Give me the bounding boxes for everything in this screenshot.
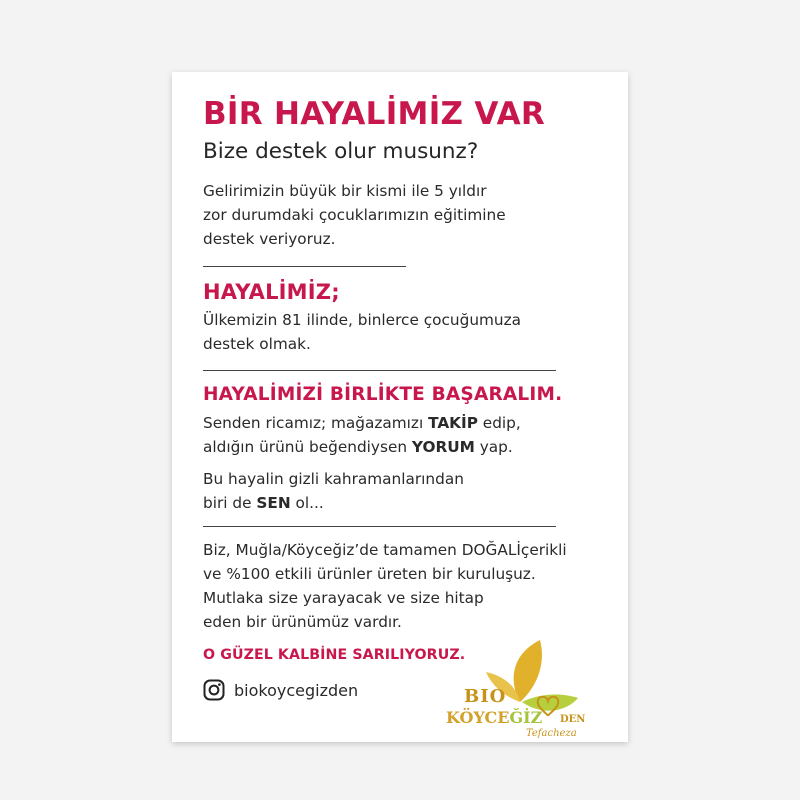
request-line: aldığın ürünü beğendiysen YORUM yap. bbox=[203, 438, 513, 456]
info-card bbox=[172, 72, 628, 742]
logo-signature: Tefacheza bbox=[526, 728, 577, 739]
dream-heading: HAYALİMİZ; bbox=[203, 280, 340, 304]
heroes-line: Bu hayalin gizli kahramanlarından bbox=[203, 470, 464, 488]
heroes-line: biri de SEN ol... bbox=[203, 494, 324, 512]
intro-line: Gelirimizin büyük bir kismi ile 5 yıldır bbox=[203, 182, 487, 200]
closing-line: O GÜZEL KALBİNE SARILIYORUZ. bbox=[203, 647, 466, 663]
card-content bbox=[203, 94, 618, 701]
card-title: BİR HAYALİMİZ VAR bbox=[203, 96, 546, 132]
request-paragraph bbox=[203, 411, 618, 459]
brand-logo bbox=[442, 632, 602, 742]
logo-bio-text: BIO bbox=[464, 686, 507, 707]
about-line: Mutlaka size yarayacak ve size hitap bbox=[203, 589, 484, 607]
dream-line: destek olmak. bbox=[203, 335, 311, 353]
divider bbox=[203, 370, 556, 371]
together-heading: HAYALİMİZİ BİRLİKTE BAŞARALIM. bbox=[203, 384, 563, 405]
divider bbox=[203, 266, 406, 267]
dream-paragraph bbox=[203, 308, 618, 356]
heroes-paragraph bbox=[203, 467, 618, 515]
intro-paragraph bbox=[203, 179, 618, 251]
logo-name-text: KÖYCEĞİZ bbox=[446, 708, 543, 727]
about-paragraph bbox=[203, 538, 618, 634]
intro-line: destek veriyoruz. bbox=[203, 230, 336, 248]
logo-den-text: DEN bbox=[560, 714, 586, 725]
intro-line: zor durumdaki çocuklarımızın eğitimine bbox=[203, 206, 506, 224]
instagram-icon[interactable] bbox=[203, 679, 225, 701]
dream-line: Ülkemizin 81 ilinde, binlerce çocuğumuza bbox=[203, 311, 522, 329]
about-line: Biz, Muğla/Köyceğiz’de tamamen DOĞALİçerikli bbox=[203, 541, 567, 559]
about-line: ve %100 etkili ürünler üreten bir kuruluşuz. bbox=[203, 565, 536, 583]
about-line: eden bir ürünümüz vardır. bbox=[203, 613, 402, 631]
request-line: Senden ricamız; mağazamızı TAKİP edip, bbox=[203, 414, 521, 432]
divider bbox=[203, 526, 556, 527]
instagram-handle[interactable]: biokoycegizden bbox=[234, 680, 359, 700]
card-subtitle: Bize destek olur musunz? bbox=[203, 139, 479, 164]
